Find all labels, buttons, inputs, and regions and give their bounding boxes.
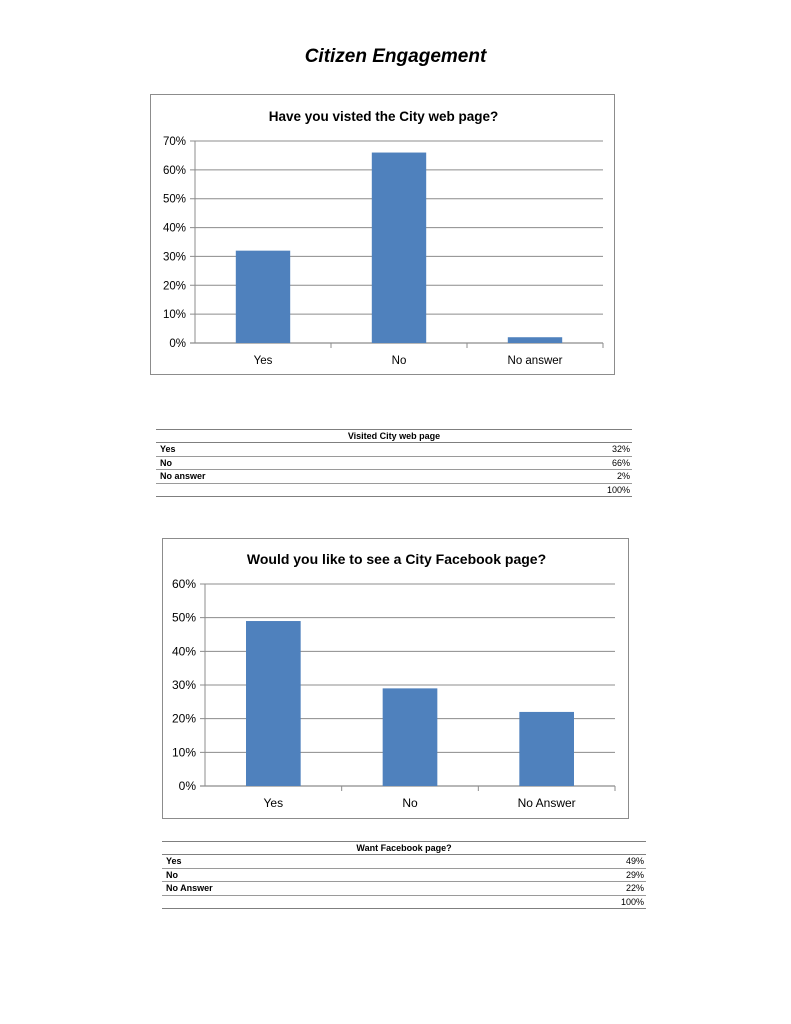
y-tick-label: 10% [171,745,196,760]
y-tick-label: 20% [171,711,196,726]
y-tick-label: 20% [162,280,186,293]
chart-title: Have you visted the City web page? [268,109,499,124]
bar-yes [236,251,290,343]
summary-table-title: Visited City web page [156,429,632,443]
y-tick-label: 60% [171,577,196,591]
chart-title: Would you like to see a City Facebook page? [246,551,547,567]
y-tick-label: 70% [162,136,186,148]
y-tick-label: 30% [171,678,196,692]
x-tick-label: Yes [263,796,284,810]
row-value: 66% [611,457,630,468]
table-row [162,869,646,883]
y-tick-label: 40% [171,644,196,659]
row-value: 49% [625,856,644,866]
row-value: 29% [625,869,644,880]
y-tick-label: 40% [162,222,186,235]
chart-visited-web-page [150,94,615,375]
row-label: No [166,869,178,880]
y-tick-label: 0% [178,779,196,793]
x-tick-label: Yes [253,355,273,367]
bar-no [383,688,438,786]
row-label: Yes [166,856,182,866]
y-tick-label: 0% [169,338,186,350]
y-tick-label: 50% [171,610,196,625]
bar-no [372,153,426,343]
table-row [156,443,632,457]
summary-table-visited-web-page [156,429,632,497]
row-value: 32% [611,444,630,454]
summary-table-facebook-page [162,841,646,909]
row-value: 2% [616,471,630,481]
row-label: No [160,457,172,468]
table-row [162,882,646,896]
x-tick-label: No [391,355,407,367]
x-tick-label: No answer [507,355,563,367]
x-tick-label: No [402,796,418,810]
chart-svg [163,539,630,820]
table-total: 100% [156,484,632,497]
summary-table-title: Want Facebook page? [162,841,646,855]
y-tick-label: 10% [162,309,186,322]
y-tick-label: 30% [162,251,186,264]
table-row [162,855,646,869]
row-label: No answer [160,471,206,481]
bar-no-answer [508,337,562,343]
y-tick-label: 50% [162,193,186,206]
chart-svg [151,95,616,376]
y-tick-label: 60% [162,164,186,177]
row-value: 22% [625,883,644,893]
table-row [156,457,632,471]
x-tick-label: No Answer [517,796,576,810]
page-title: Citizen Engagement [304,46,487,67]
table-row [156,470,632,484]
chart-facebook-page [162,538,629,819]
table-total: 100% [162,896,646,909]
bar-no-answer [519,712,574,786]
row-label: No Answer [166,883,213,893]
row-label: Yes [160,444,176,454]
bar-yes [246,621,301,786]
